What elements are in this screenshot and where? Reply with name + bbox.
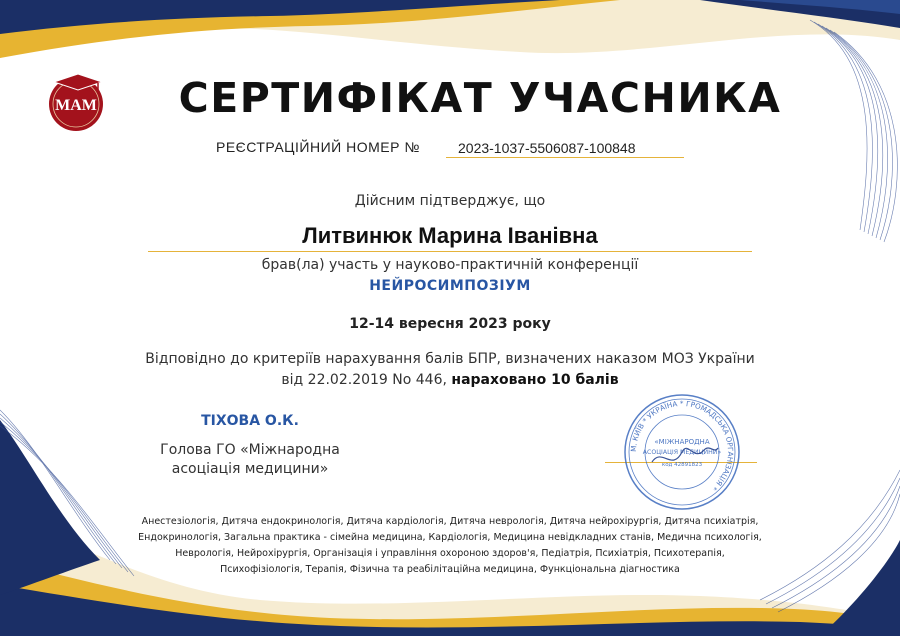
criteria-line-1: Відповідно до критеріїв нарахування балів БПР, визначених наказом МОЗ України [145, 351, 755, 367]
signer-position-line-2: асоціація медицини» [171, 461, 329, 477]
stamp-center-line-2: АСОЦІАЦІЯ МЕДИЦИНИ» [642, 449, 722, 456]
registration-number: 2023-1037-5506087-100848 [446, 140, 684, 158]
credit-criteria [0, 349, 900, 391]
stamp-ring-text: М. КИЇВ * УКРАЇНА * ГРОМАДСЬКА ОРГАНІЗАЦІЯ * [628, 398, 736, 493]
participant-name: Литвинюк Марина Іванівна [148, 223, 752, 252]
specialties-line-2: Ендокринологія, Загальна практика - сімейна медицина, Кардіологія, Медицина невідкладних станів, Медична психологія, [138, 532, 762, 543]
criteria-line-2 [0, 370, 900, 391]
specialties-list [112, 514, 788, 578]
signer-name: ТІХОВА О.К. [201, 413, 299, 429]
registration-label: РЕЄСТРАЦІЙНИЙ НОМЕР № [216, 139, 420, 155]
stamp-code: код 42891823 [661, 462, 703, 468]
criteria-order-ref: від 22.02.2019 No 446, [281, 372, 447, 388]
confirm-text: Дійсним підтверджує, що [354, 193, 546, 209]
mam-logo [48, 70, 124, 132]
specialties-line-1: Анестезіологія, Дитяча ендокринологія, Дитяча кардіологія, Дитяча неврологія, Дитяча нейрохірургія, Дитяча психіатрія, [141, 516, 759, 527]
signer-position [130, 441, 370, 479]
certificate-title: СЕРТИФІКАТ УЧАСНИКА [178, 74, 782, 122]
stamp-center-line-1: «МІЖНАРОДНА [654, 438, 710, 446]
signer-position-line-1: Голова ГО «Міжнародна [160, 442, 340, 458]
logo-text: MAM [55, 97, 97, 114]
credit-points: нараховано 10 балів [451, 372, 619, 388]
participation-text: брав(ла) участь у науково-практичній конференції [261, 257, 639, 273]
specialties-line-4: Психофізіологія, Терапія, Фізична та реабілітаційна медицина, Функціональна діагностика [220, 564, 680, 575]
specialties-line-3: Неврологія, Нейрохірургія, Організація і управління охороною здоров'я, Педіатрія, Психіатрія, Психотерапія, [175, 548, 725, 559]
conference-name: НЕЙРОСИМПОЗІУМ [369, 278, 531, 294]
conference-dates: 12-14 вересня 2023 року [349, 316, 551, 332]
organization-stamp [622, 392, 742, 512]
